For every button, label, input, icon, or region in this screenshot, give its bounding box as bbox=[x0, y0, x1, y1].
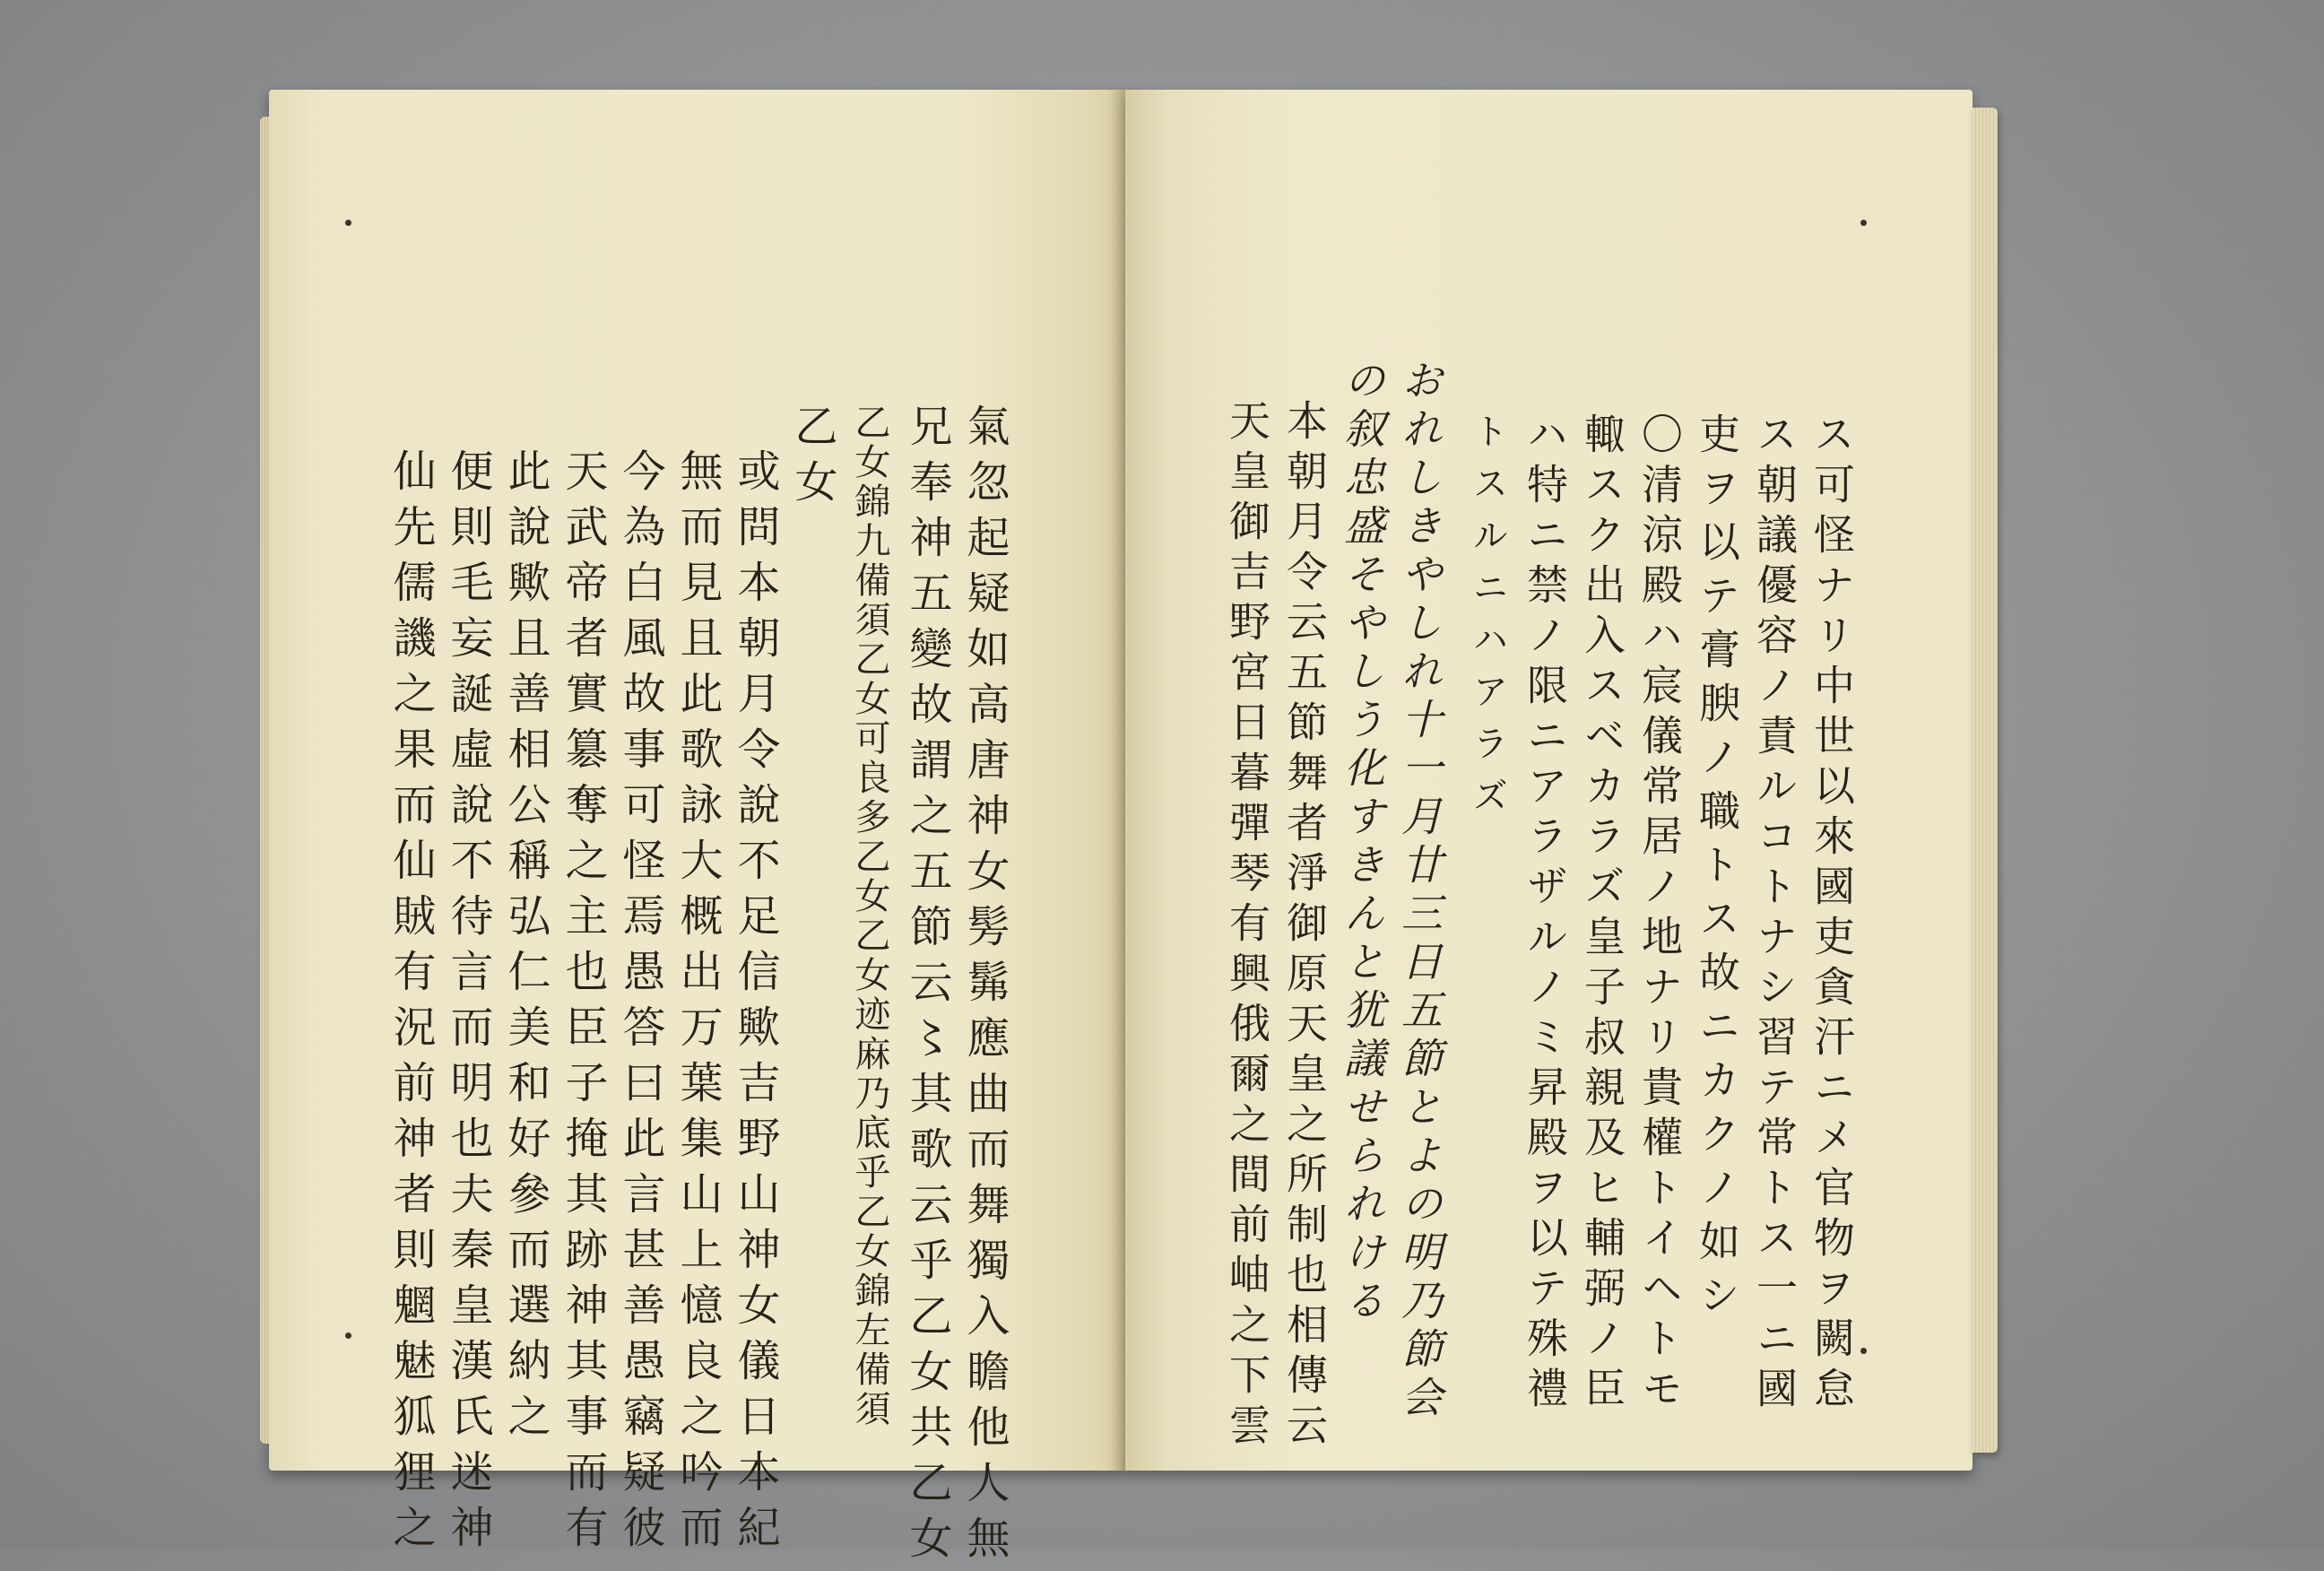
left-column-8: 天武帝者實簒奪之主也臣子掩其跡神其事而有 bbox=[558, 448, 608, 1560]
left-column-2: 兄奉神五變故謂之五節云〻其歌云乎乙女共乙女 bbox=[902, 404, 952, 1571]
page-mark bbox=[345, 1332, 351, 1339]
left-column-4: 乙女 bbox=[787, 404, 837, 515]
left-column-10: 便則毛妄誕虛說不待言而明也夫秦皇漢氏迷神 bbox=[443, 448, 493, 1560]
right-column-4: 〇清涼殿ハ宸儀常居ノ地ナリ貴權トイヘトモ bbox=[1635, 412, 1684, 1417]
page-mark bbox=[1860, 1348, 1867, 1354]
left-page bbox=[269, 90, 1125, 1571]
open-book bbox=[269, 90, 2026, 1571]
right-column-7: トスルニハアラズ bbox=[1467, 412, 1508, 829]
left-column-1: 氣忽起疑如高唐神女髣髴應曲而舞獨入瞻他人無 bbox=[959, 404, 1010, 1571]
page-mark bbox=[1860, 220, 1867, 226]
left-column-6: 無而見且此歌詠大概出万葉集山上憶良之吟而 bbox=[672, 448, 723, 1560]
right-column-5: 輙スク出入スベカラズ皇子叔親及ヒ輔弼ノ臣 bbox=[1578, 412, 1626, 1417]
right-column-1: ス可怪ナリ中世以來國吏貪汗ニメ官物ヲ闕怠 bbox=[1808, 412, 1856, 1417]
left-page-edge bbox=[260, 117, 269, 1444]
right-column-8: おれしきやしれ十一月廿三日五節とよの明乃節会 bbox=[1395, 359, 1444, 1424]
left-column-5: 或問本朝月令說不足信歟吉野山神女儀日本紀 bbox=[730, 448, 780, 1560]
right-column-6: ハ特ニ禁ノ限ニアラザルノミ昇殿ヲ以テ殊禮 bbox=[1521, 412, 1569, 1417]
right-column-11: 天皇御吉野宮日暮彈琴有興俄爾之間前岫之下雲 bbox=[1223, 399, 1271, 1454]
right-column-10: 本朝月令云五節舞者淨御原天皇之所制也相傳云 bbox=[1280, 399, 1329, 1454]
right-page bbox=[1125, 90, 1973, 1471]
left-column-11: 仙先儒譏之果而仙賊有況前神者則魍魅狐狸之 bbox=[386, 448, 436, 1560]
right-column-9: の叙忠盛そやしう化すきんと犹議せられける bbox=[1338, 359, 1386, 1327]
left-column-9: 此說歟且善相公稱弘仁美和好參而選納之 bbox=[500, 448, 551, 1449]
right-page-edge bbox=[1973, 108, 1998, 1453]
right-column-2: ス朝議優容ノ責ルコトナシ習テ常トス一ニ國 bbox=[1750, 412, 1799, 1417]
left-column-3: 乙女錦九備須乙女可良多乙女乙女迹麻乃底乎乙女錦左備須 bbox=[849, 404, 890, 1429]
page-mark bbox=[345, 220, 351, 226]
left-column-7: 今為白風故事可怪焉愚答曰此言甚善愚竊疑彼 bbox=[615, 448, 665, 1560]
right-column-3: 吏ヲ以テ膏腴ノ職トス故ニカクノ如シ bbox=[1693, 412, 1741, 1327]
